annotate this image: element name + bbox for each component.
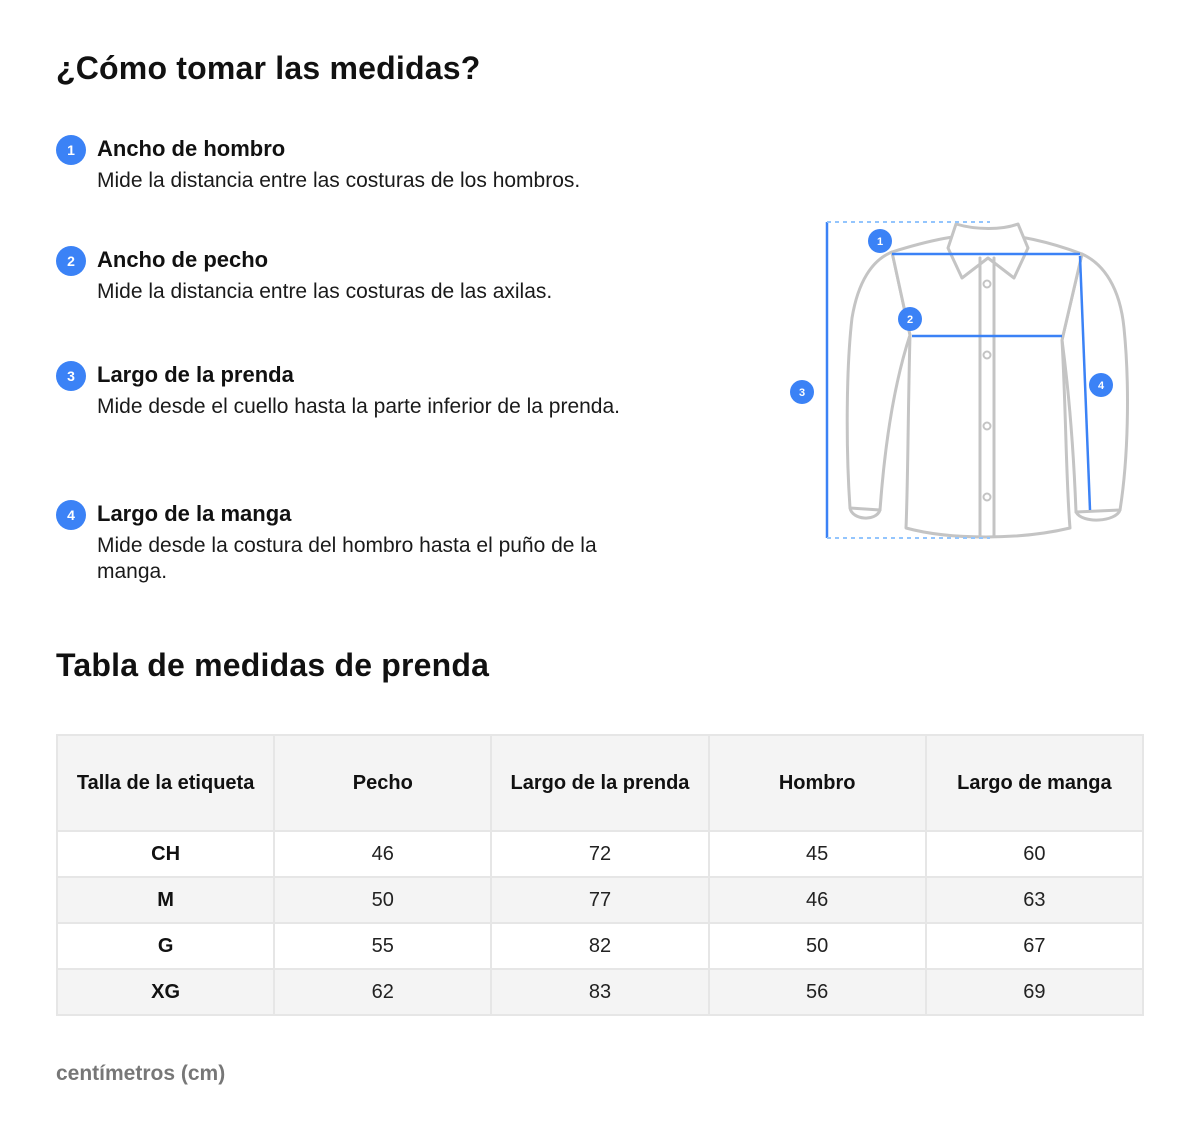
- size-cell: M: [57, 877, 274, 923]
- value-cell: 83: [491, 969, 708, 1015]
- step-description: Mide la distancia entre las costuras de los hombros.: [97, 169, 581, 192]
- step-description: Mide la distancia entre las costuras de las axilas.: [97, 280, 553, 303]
- step-number-badge: 1: [56, 135, 86, 165]
- value-cell: 63: [926, 877, 1143, 923]
- value-cell: 77: [491, 877, 708, 923]
- value-cell: 46: [709, 877, 926, 923]
- step-number-badge: 2: [56, 246, 86, 276]
- table-row: [57, 923, 1143, 969]
- step-description: Mide desde el cuello hasta la parte inferior de la prenda.: [97, 395, 620, 418]
- value-cell: 45: [709, 831, 926, 877]
- size-cell: XG: [57, 969, 274, 1015]
- size-cell: G: [57, 923, 274, 969]
- value-cell: 72: [491, 831, 708, 877]
- step-title: Ancho de hombro: [97, 136, 286, 161]
- header-sleeve-length: Largo de manga: [926, 735, 1143, 831]
- value-cell: 82: [491, 923, 708, 969]
- value-cell: 55: [274, 923, 491, 969]
- value-cell: 69: [926, 969, 1143, 1015]
- table-title: Tabla de medidas de prenda: [56, 647, 490, 683]
- size-cell: CH: [57, 831, 274, 877]
- diagram-marker-2: [898, 307, 922, 331]
- value-cell: 56: [709, 969, 926, 1015]
- svg-text:4: 4: [1097, 380, 1105, 392]
- step-title: Ancho de pecho: [97, 247, 269, 272]
- step-number-badge: 4: [56, 500, 86, 530]
- value-cell: 62: [274, 969, 491, 1015]
- svg-text:1: 1: [876, 236, 884, 248]
- table-row: [57, 831, 1143, 877]
- value-cell: 46: [274, 831, 491, 877]
- table-header-row: [57, 735, 1143, 831]
- value-cell: 50: [274, 877, 491, 923]
- shirt-measurement-diagram-icon: [780, 210, 1140, 555]
- value-cell: 60: [926, 831, 1143, 877]
- units-note: centímetros (cm): [56, 1062, 226, 1085]
- header-label-size: Talla de la etiqueta: [57, 735, 274, 831]
- diagram-marker-4: [1089, 373, 1113, 397]
- size-chart-table: [56, 734, 1144, 1016]
- header-shoulder: Hombro: [709, 735, 926, 831]
- step-number-badge: 3: [56, 361, 86, 391]
- step-title: Largo de la manga: [97, 501, 292, 526]
- page-title: ¿Cómo tomar las medidas?: [56, 50, 481, 86]
- table-row: [57, 877, 1143, 923]
- svg-text:2: 2: [906, 314, 914, 326]
- diagram-marker-1: [868, 229, 892, 253]
- value-cell: 50: [709, 923, 926, 969]
- svg-text:3: 3: [798, 387, 806, 399]
- diagram-marker-3: [790, 380, 814, 404]
- header-chest: Pecho: [274, 735, 491, 831]
- step-title: Largo de la prenda: [97, 362, 294, 387]
- step-description: Mide desde la costura del hombro hasta el puño de la manga.: [97, 534, 597, 583]
- header-garment-length: Largo de la prenda: [491, 735, 708, 831]
- table-row: [57, 969, 1143, 1015]
- value-cell: 67: [926, 923, 1143, 969]
